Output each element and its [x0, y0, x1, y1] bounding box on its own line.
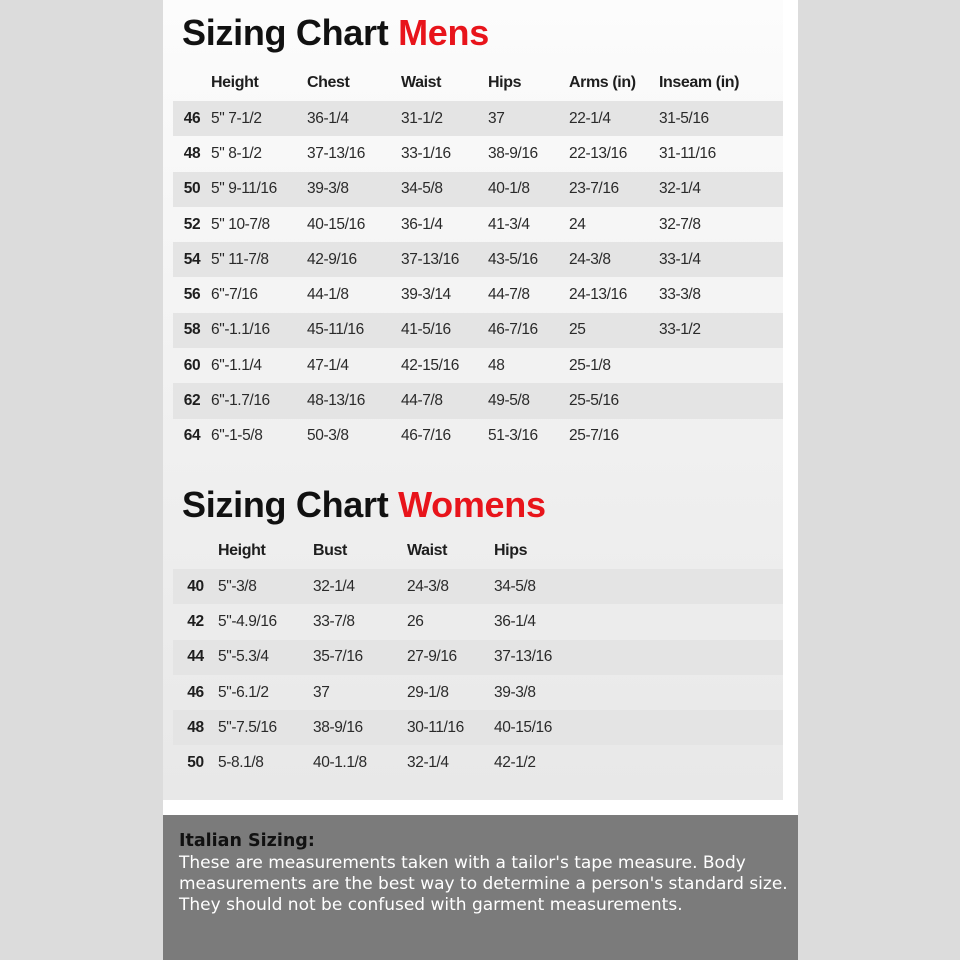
table-row	[173, 207, 783, 242]
hips-cell: 42-1/2	[494, 754, 536, 772]
table-row	[173, 745, 783, 780]
bust-cell: 37	[313, 683, 330, 701]
italian-sizing-note	[163, 815, 798, 960]
womens-header-waist: Waist	[407, 542, 448, 559]
bust-cell: 35-7/16	[313, 640, 407, 675]
womens-title-main: Sizing Chart	[182, 484, 389, 525]
content-column	[163, 0, 798, 960]
row-spacer	[594, 675, 783, 710]
table-row	[173, 675, 783, 710]
table-row	[173, 277, 783, 312]
chest-cell: 37-13/16	[307, 144, 365, 162]
height-cell: 5"-4.9/16	[218, 612, 277, 630]
hips-cell: 34-5/8	[494, 569, 594, 604]
arms-cell: 25	[569, 313, 659, 348]
size-cell: 54	[173, 242, 211, 277]
hips-cell: 37-13/16	[494, 640, 594, 675]
mens-header-hips: Hips	[488, 74, 522, 91]
row-spacer	[594, 569, 783, 604]
hips-cell: 41-3/4	[488, 215, 530, 233]
waist-cell: 33-1/16	[401, 144, 451, 162]
sizing-chart-panel	[163, 0, 783, 800]
row-spacer	[594, 710, 783, 745]
mens-header-waist: Waist	[401, 74, 442, 91]
size-cell: 50	[173, 172, 211, 207]
mens-header-inseam: Inseam (in)	[659, 74, 740, 91]
mens-header-height: Height	[211, 74, 259, 91]
waist-cell: 46-7/16	[401, 427, 451, 445]
arms-cell: 23-7/16	[569, 172, 659, 207]
size-cell: 62	[173, 383, 211, 418]
waist-cell: 29-1/8	[407, 683, 449, 701]
inseam-cell	[659, 419, 783, 454]
size-cell: 46	[173, 101, 211, 136]
womens-size-table	[173, 533, 783, 781]
chest-cell: 45-11/16	[307, 313, 401, 348]
mens-header-arms: Arms (in)	[569, 74, 636, 91]
height-cell: 5" 7-1/2	[211, 101, 307, 136]
hips-cell: 48	[488, 356, 505, 374]
size-cell: 50	[187, 754, 204, 772]
mens-size-table	[173, 65, 783, 454]
bust-cell: 33-7/8	[313, 612, 355, 630]
waist-cell: 34-5/8	[401, 172, 488, 207]
mens-title-accent: Mens	[398, 12, 489, 53]
chest-cell: 44-1/8	[307, 286, 349, 304]
hips-cell: 46-7/16	[488, 313, 569, 348]
inseam-cell: 31-11/16	[659, 144, 716, 162]
table-row	[173, 172, 783, 207]
height-cell: 6"-1.1/16	[211, 313, 307, 348]
table-row	[173, 640, 783, 675]
arms-cell: 25-7/16	[569, 427, 619, 445]
table-row	[173, 569, 783, 604]
size-cell: 40	[173, 569, 218, 604]
waist-cell: 24-3/8	[407, 569, 494, 604]
womens-header-bust: Bust	[313, 542, 347, 559]
waist-cell: 30-11/16	[407, 710, 494, 745]
table-row	[173, 604, 783, 639]
arms-cell: 22-1/4	[569, 101, 659, 136]
height-cell: 5" 10-7/8	[211, 215, 270, 233]
hips-cell: 40-15/16	[494, 710, 594, 745]
height-cell: 6"-1-5/8	[211, 427, 263, 445]
waist-cell: 37-13/16	[401, 242, 488, 277]
arms-cell: 25-1/8	[569, 356, 611, 374]
mens-chart-title	[182, 12, 489, 53]
hips-cell: 43-5/16	[488, 242, 569, 277]
size-cell: 46	[187, 683, 204, 701]
mens-title-main: Sizing Chart	[182, 12, 389, 53]
arms-cell: 22-13/16	[569, 144, 627, 162]
inseam-cell: 33-1/2	[659, 313, 783, 348]
table-row	[173, 136, 783, 171]
size-cell: 60	[183, 356, 201, 374]
height-cell: 5" 9-11/16	[211, 172, 307, 207]
waist-cell: 27-9/16	[407, 640, 494, 675]
height-cell: 5" 8-1/2	[211, 144, 262, 162]
inseam-cell: 32-1/4	[659, 172, 783, 207]
height-cell: 5"-7.5/16	[218, 710, 313, 745]
height-cell: 6"-1.1/4	[211, 356, 262, 374]
inseam-cell	[659, 383, 783, 418]
arms-cell: 24-13/16	[569, 286, 627, 304]
size-cell: 42	[187, 612, 204, 630]
mens-header-size	[173, 65, 211, 101]
inseam-cell	[659, 348, 783, 383]
height-cell: 6"-1.7/16	[211, 383, 307, 418]
chest-cell: 47-1/4	[307, 356, 349, 374]
waist-cell: 32-1/4	[407, 754, 449, 772]
hips-cell: 51-3/16	[488, 427, 538, 445]
chest-cell: 39-3/8	[307, 172, 401, 207]
table-row	[173, 383, 783, 418]
size-cell: 56	[183, 286, 201, 304]
waist-cell: 41-5/16	[401, 313, 488, 348]
size-cell: 64	[183, 427, 201, 445]
hips-cell: 40-1/8	[488, 172, 569, 207]
hips-cell: 37	[488, 101, 569, 136]
size-cell: 48	[183, 144, 201, 162]
bust-cell: 32-1/4	[313, 569, 407, 604]
row-spacer	[594, 640, 783, 675]
size-cell: 44	[173, 640, 218, 675]
womens-title-accent: Womens	[398, 484, 546, 525]
waist-cell: 39-3/14	[401, 286, 451, 304]
table-row	[173, 419, 783, 454]
inseam-cell: 33-1/4	[659, 242, 783, 277]
bust-cell: 40-1.1/8	[313, 754, 367, 772]
height-cell: 5"-5.3/4	[218, 640, 313, 675]
arms-cell: 24-3/8	[569, 242, 659, 277]
waist-cell: 42-15/16	[401, 356, 459, 374]
waist-cell: 31-1/2	[401, 101, 488, 136]
inseam-cell: 33-3/8	[659, 286, 701, 304]
womens-chart-title	[182, 484, 546, 525]
bust-cell: 38-9/16	[313, 710, 407, 745]
hips-cell: 36-1/4	[494, 612, 536, 630]
note-body: These are measurements taken with a tailor's tape measure. Body measurements are the best way to determine a person's standard size. They should not be confused with garment measurements.	[179, 853, 788, 916]
inseam-cell: 32-7/8	[659, 215, 701, 233]
row-spacer	[594, 604, 783, 639]
arms-cell: 24	[569, 215, 586, 233]
height-cell: 5"-6.1/2	[218, 683, 269, 701]
waist-cell: 44-7/8	[401, 383, 488, 418]
mens-header-row	[173, 65, 783, 101]
chest-cell: 42-9/16	[307, 242, 401, 277]
table-row	[173, 348, 783, 383]
hips-cell: 38-9/16	[488, 144, 538, 162]
womens-header-height: Height	[218, 542, 266, 559]
waist-cell: 36-1/4	[401, 215, 443, 233]
arms-cell: 25-5/16	[569, 383, 659, 418]
inseam-cell: 31-5/16	[659, 101, 783, 136]
table-row	[173, 242, 783, 277]
womens-header-spacer	[594, 533, 783, 569]
womens-header-size	[173, 533, 218, 569]
row-spacer	[594, 745, 783, 780]
chest-cell: 36-1/4	[307, 101, 401, 136]
size-cell: 58	[173, 313, 211, 348]
table-row	[173, 710, 783, 745]
table-row	[173, 101, 783, 136]
size-cell: 52	[183, 215, 201, 233]
height-cell: 5" 11-7/8	[211, 242, 307, 277]
note-title: Italian Sizing:	[179, 831, 315, 851]
waist-cell: 26	[407, 612, 424, 630]
hips-cell: 44-7/8	[488, 286, 530, 304]
womens-header-row	[173, 533, 783, 569]
mens-header-chest: Chest	[307, 74, 350, 91]
height-cell: 5-8.1/8	[218, 754, 264, 772]
height-cell: 6"-7/16	[211, 286, 258, 304]
chest-cell: 40-15/16	[307, 215, 365, 233]
hips-cell: 49-5/8	[488, 383, 569, 418]
womens-header-hips: Hips	[494, 542, 528, 559]
size-cell: 48	[173, 710, 218, 745]
table-row	[173, 313, 783, 348]
height-cell: 5"-3/8	[218, 569, 313, 604]
hips-cell: 39-3/8	[494, 683, 536, 701]
chest-cell: 48-13/16	[307, 383, 401, 418]
chest-cell: 50-3/8	[307, 427, 349, 445]
